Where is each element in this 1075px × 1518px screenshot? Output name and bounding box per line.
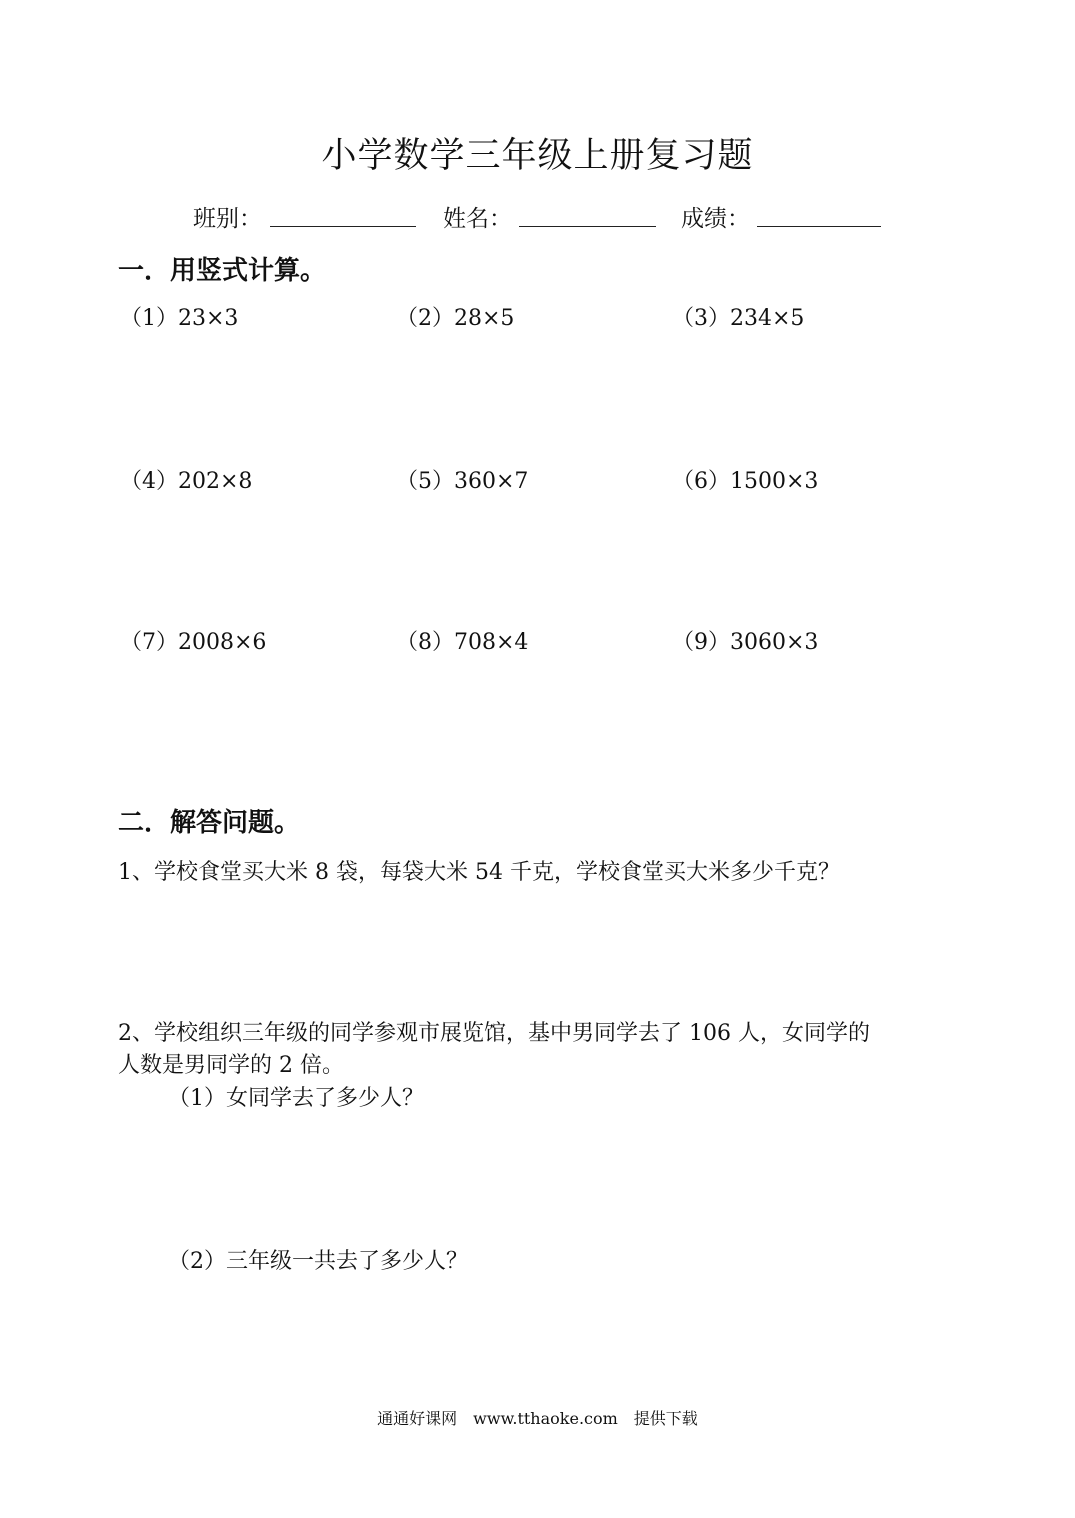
footer-credit: 通通好课网 www.tthaoke.com 提供下载 xyxy=(377,1409,698,1428)
question-2-line-2: 人数是男同学的 2 倍。 xyxy=(118,1053,344,1078)
problem-item: （1）23×3 xyxy=(120,306,239,331)
question-2-sub-1: （1）女同学去了多少人？ xyxy=(168,1086,424,1111)
problem-item: （2）28×5 xyxy=(396,306,515,331)
score-blank[interactable] xyxy=(757,226,881,227)
problem-item: （3）234×5 xyxy=(672,306,805,331)
section2-heading: 二．解答问题。 xyxy=(118,808,301,838)
problem-item: （6）1500×3 xyxy=(672,469,819,494)
class-label: 班别： xyxy=(193,206,262,232)
question-2-line-1: 2、学校组织三年级的同学参观市展览馆，基中男同学去了 106 人，女同学的 xyxy=(118,1021,870,1046)
class-blank[interactable] xyxy=(270,226,416,227)
problem-item: （5）360×7 xyxy=(396,469,529,494)
page-title: 小学数学三年级上册复习题 xyxy=(321,136,754,176)
score-label: 成绩： xyxy=(681,206,750,232)
problem-item: （4）202×8 xyxy=(120,469,253,494)
name-blank[interactable] xyxy=(519,226,656,227)
problem-item: （7）2008×6 xyxy=(120,630,267,655)
section1-heading: 一．用竖式计算。 xyxy=(118,256,327,286)
question-2-sub-2: （2）三年级一共去了多少人？ xyxy=(168,1249,468,1274)
problem-item: （9）3060×3 xyxy=(672,630,819,655)
problem-item: （8）708×4 xyxy=(396,630,529,655)
name-label: 姓名： xyxy=(443,206,512,232)
question-1: 1、学校食堂买大米 8 袋，每袋大米 54 千克，学校食堂买大米多少千克？ xyxy=(118,860,840,885)
